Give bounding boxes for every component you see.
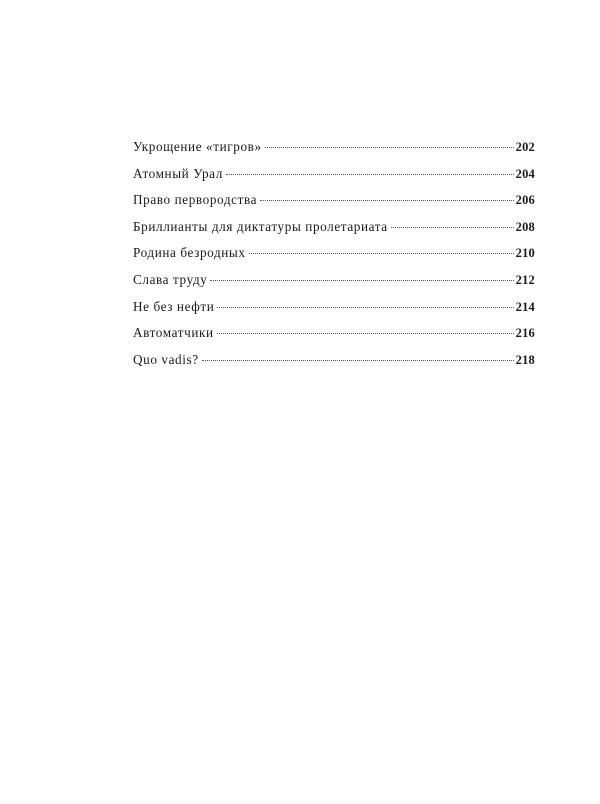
toc-dot-leader bbox=[217, 307, 513, 308]
toc-entry[interactable] bbox=[133, 299, 535, 326]
toc-dot-leader bbox=[210, 280, 513, 281]
toc-dot-leader bbox=[202, 360, 514, 361]
toc-entry[interactable] bbox=[133, 325, 535, 352]
toc-entry[interactable] bbox=[133, 139, 535, 166]
toc-entry-title: Слава труду bbox=[133, 271, 208, 287]
toc-entry-title: Атомный Урал bbox=[133, 165, 223, 181]
toc-entry-title: Укрощение «тигров» bbox=[133, 139, 262, 154]
toc-page-number: 212 bbox=[515, 272, 535, 287]
toc-entry[interactable] bbox=[133, 272, 535, 299]
toc-entry-title: Quo vadis? bbox=[133, 351, 199, 367]
toc-page-number: 208 bbox=[515, 219, 535, 234]
toc-page-number: 218 bbox=[515, 352, 535, 367]
toc-dot-leader bbox=[249, 253, 514, 254]
toc-page-number: 210 bbox=[515, 246, 535, 261]
toc-entry[interactable] bbox=[133, 245, 535, 272]
toc-page-number: 204 bbox=[515, 166, 535, 181]
toc-dot-leader bbox=[391, 227, 514, 228]
toc-entry-title: Автоматчики bbox=[133, 325, 214, 341]
toc-entry[interactable] bbox=[133, 219, 535, 246]
toc-entry[interactable] bbox=[133, 166, 535, 193]
toc-dot-leader bbox=[217, 333, 514, 334]
toc-entry-title: Родина безродных bbox=[133, 245, 246, 261]
toc-dot-leader bbox=[260, 200, 514, 201]
toc-entry-title: Бриллианты для диктатуры пролетариата bbox=[133, 218, 388, 234]
table-of-contents bbox=[133, 139, 535, 378]
toc-entry-title: Право первородства bbox=[133, 192, 258, 208]
toc-page-number: 214 bbox=[515, 299, 535, 314]
toc-page-number: 206 bbox=[515, 193, 535, 208]
toc-entry[interactable] bbox=[133, 192, 535, 219]
toc-entry-title: Не без нефти bbox=[133, 298, 215, 314]
toc-dot-leader bbox=[226, 174, 514, 175]
toc-dot-leader bbox=[265, 147, 514, 148]
toc-page-number: 202 bbox=[515, 140, 535, 154]
toc-page-number: 216 bbox=[515, 326, 535, 341]
toc-entry[interactable] bbox=[133, 352, 535, 379]
